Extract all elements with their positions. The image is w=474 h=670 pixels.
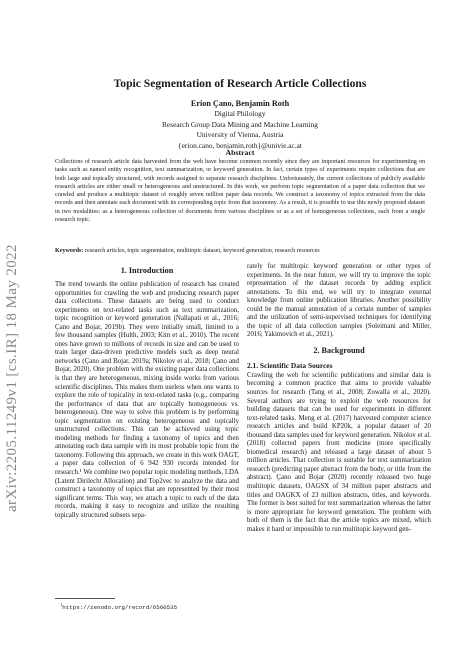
affiliation-group: Research Group Data Mining and Machine Learning bbox=[162, 119, 318, 129]
keywords-label: Keywords: bbox=[55, 248, 84, 254]
keywords-line bbox=[55, 247, 425, 255]
section-heading-background: 2. Background bbox=[313, 345, 365, 355]
footnote-marker: 1 bbox=[60, 602, 63, 607]
background-paragraph: Crawling the web for scientific publications and similar data is becoming a common practice that aims to provide valuable sources for research (Tang et al., 2008; Zowalla et al., 2020). Several authors are trying to exploit the web resources for building datasets that can be used for experiments in different text-related tasks. Meng et al. (2017) harvested computer science research articles and build KP20k, a popular dataset of 20 thousand data samples used for keyword generation. Nikolov et al. (2018) collected papers from medicine (more specifically biomedical research) and released a large dataset of about 5 million articles. That collection is suitable for text summarization research (predicting paper abstract from the body, or title from the abstract). Çano and Bojar (2020) recently released two huge multitopic datasets, OAGSX of 34 million paper abstracts and titles and OAGKX of 23 million abstracts, titles, and keywords. The former is best suited for text summarization whereas the latter is more appropriate for keyword generation. The problem with both of them is the fact that the article topics are mixed, which makes it hard or impossible to run multitopic keyword gen- bbox=[247, 371, 431, 533]
arxiv-identifier-stamp: arXiv:2205.11249v1 [cs.IR] 18 May 2022 bbox=[4, 244, 20, 512]
footnote-url: https://zenodo.org/record/6560535 bbox=[62, 603, 178, 611]
author-emails: {erion.cano, benjamin.roth}@univie.ac.at bbox=[178, 140, 302, 150]
paper-title: Topic Segmentation of Research Article Collections bbox=[113, 77, 367, 90]
footnote bbox=[60, 601, 240, 612]
section-heading-introduction: 1. Introduction bbox=[120, 266, 174, 275]
left-column bbox=[55, 263, 239, 520]
subsection-heading-scientific-data-sources: 2.1. Scientific Data Sources bbox=[247, 360, 333, 370]
affiliation-university: University of Vienna, Austria bbox=[196, 130, 284, 140]
abstract-text: Collections of research article data harvested from the web have become common recently since they are important resources for experimenting on tasks such as named entity recognition, text summarization, or keyword generation. In fact, certain types of experiments require collections that are both large and topically structured, with records assigned to separate research disciplines. Unfortunately, the current collections of publicly available research articles are either small or heterogeneous and unstructured. In this work, we perform topic segmentation of a paper data collection that we crawled and produce a multitopic dataset of roughly seven million paper data records. We construct a taxonomy of topics extracted from the data records and then annotate each document with its corresponding topic from that taxonomy. As a result, it is possible to use this newly proposed dataset in two modalities: as a heterogeneous collection of documents from various disciplines or as a set of homogeneous collections, each from a single research topic. bbox=[55, 159, 425, 223]
author-names: Erion Çano, Benjamin Roth bbox=[190, 99, 290, 108]
author-block bbox=[40, 98, 440, 151]
abstract-heading: Abstract bbox=[225, 148, 255, 157]
footnote-divider bbox=[55, 598, 115, 599]
introduction-continuation: rately for multitopic keyword generation or other types of experiments. In the near future, we will try to improve the topic representation of the dataset records by adding explicit annotations. To this end, we will try to integrate external knowledge from online publication libraries. Another possibility could be the manual annotation of a certain number of samples and the utilization of semi-supervised techniques for identifying the topic of all data collection samples (Soleimani and Miller, 2016; Yakimovich et al., 2021). bbox=[247, 263, 431, 339]
keywords-text: research articles, topic segmentation, multitopic dataset, keyword generation, research resources bbox=[83, 248, 320, 254]
introduction-paragraph: The trend towards the online publication of research has created opportunities for crawling the web and producing research paper data collections. These datasets are being used to conduct experiments on text-related tasks such as text summarization, topic recognition or keyword generation (Nallapati et al., 2016; Çano and Bojar, 2019b). They were initially small, limited to a few thousand samples (Hulth, 2003; Kim et al., 2010). The recent ones have grown to millions of records in size and can be used to train larger data-driven predictive models such as deep neural networks (Çano and Bojar, 2019a; Nikolov et al., 2018; Çano and Bojar, 2020). One problem with the existing paper data collections is that they are heterogeneous, mixing inside works from various scientific disciplines. This makes them useless when one wants to explore the role of topicality in text-related tasks (e.g., comparing the performance of data that are topically homogeneous vs. heterogeneous). One way to solve this problem is by performing topic segmentation on existing heterogeneous and topically unstructured collections. This can be achieved using topic modeling methods for finding a taxonomy of topics and then annotating each data sample with its most probable topic from the taxonomy. Following this approach, we create in this work OAGT, a paper data collection of 6 942 930 records intended for research.¹ We combine two popular topic modeling methods, LDA (Latent Dirilecht Allocation) and Top2vec to analyze the data and construct a taxonomy of topics that are represented by their most significant terms. This way, we attach a topic to each of the data records, making it easy to recognize and utilize the resulting topically structured subsets sepa- bbox=[55, 281, 239, 519]
affiliation-department: Digital Philology bbox=[214, 109, 266, 118]
right-column bbox=[247, 263, 431, 534]
